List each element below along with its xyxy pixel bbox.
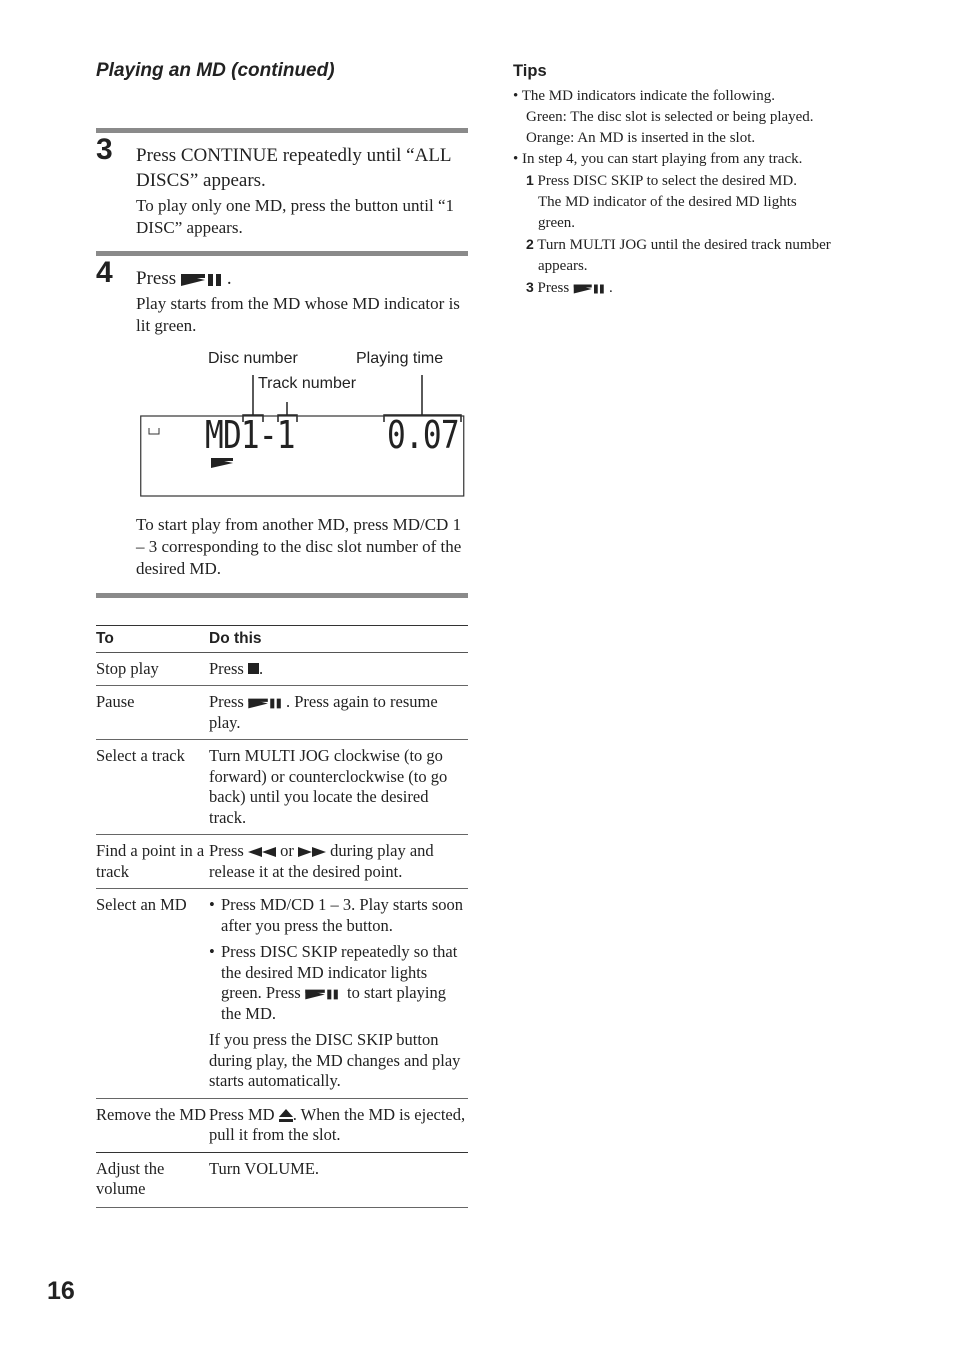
tip-line: Orange: An MD is inserted in the slot.	[526, 130, 756, 146]
row-instruction	[209, 1098, 468, 1152]
row-action: Remove the MD	[96, 1098, 209, 1152]
instruction-text: Press MD/CD 1 – 3. Play starts soon after you press the button.	[221, 895, 464, 935]
table-row	[96, 740, 468, 835]
row-instruction	[209, 652, 468, 686]
step-body: Play starts from the MD whose MD indicator is lit green.	[136, 294, 460, 335]
table-row	[96, 686, 468, 740]
tip-text: .	[608, 280, 613, 296]
instruction-text: .	[258, 658, 264, 678]
list-item: • Press MD/CD 1 – 3. Play starts soon after you press the button.	[209, 895, 468, 936]
playing-time-label: Playing time	[356, 350, 444, 367]
row-action: Select an MD	[96, 889, 209, 1099]
step-body: To play only one MD, press the button until “1 DISC” appears.	[136, 196, 454, 237]
tip-line: • The MD indicators indicate the following.	[513, 88, 776, 104]
instruction-text	[221, 942, 468, 1024]
step-title: Press CONTINUE repeatedly until “ALL DISCS” appears.	[136, 145, 451, 191]
play-pause-icon	[248, 697, 286, 710]
instruction-text-part: Press DISC SKIP repeatedly so that the desired MD indicator lights green. Press	[221, 942, 458, 1002]
section-divider	[96, 593, 468, 598]
row-instruction	[209, 889, 468, 1099]
instruction-text: Press	[209, 658, 244, 678]
tip-line: Green: The disc slot is selected or being played.	[526, 109, 814, 125]
table-row	[96, 889, 468, 1099]
column-header-to: To	[96, 626, 209, 653]
instruction-text: . Press again to resume play.	[209, 692, 438, 732]
table-row	[96, 1098, 468, 1152]
instruction-note: If you press the DISC SKIP button during play, the MD changes and play starts automatically.	[209, 1030, 461, 1090]
play-pause-icon	[305, 988, 343, 1001]
row-instruction	[209, 686, 468, 740]
instruction-text: Press MD	[209, 1104, 275, 1124]
row-action: Find a point in a track	[96, 835, 209, 889]
disc-number-label: Disc number	[208, 350, 298, 367]
row-action: Select a track	[96, 740, 209, 835]
row-action: Pause	[96, 686, 209, 740]
step-title-suffix: .	[226, 268, 232, 289]
table-row	[96, 652, 468, 686]
instruction-text: Press	[209, 692, 244, 711]
instruction-text-part: to start playing the MD.	[221, 983, 446, 1023]
tip-line: green.	[538, 215, 576, 231]
step-title-prefix: Press	[136, 268, 177, 289]
list-item: • Press DISC SKIP repeatedly so that the desired MD indicator lights green. Press to start playing the MD.	[209, 942, 468, 1024]
row-instruction: Turn VOLUME.	[209, 1152, 468, 1207]
tip-step-number: 3	[526, 279, 534, 295]
instruction-text: during play and release it at the desired point.	[209, 841, 434, 881]
step-number: 4	[96, 256, 113, 289]
eject-icon	[279, 1109, 293, 1122]
operations-table	[96, 625, 468, 1208]
tip-step-number: 1	[526, 172, 534, 188]
play-pause-icon	[573, 283, 609, 295]
rewind-icon	[248, 846, 276, 858]
row-instruction	[209, 835, 468, 889]
stop-icon	[248, 663, 259, 674]
tip-line: The MD indicator of the desired MD lights	[538, 194, 797, 210]
step-divider	[96, 251, 468, 256]
instruction-text: . When the MD is ejected, pull it from the slot.	[209, 1104, 466, 1144]
table-header-row	[96, 626, 468, 653]
tip-step-number: 2	[526, 236, 534, 252]
tip-line	[513, 234, 893, 256]
lcd-time-readout: 0.07	[387, 413, 459, 457]
tip-line: • In step 4, you can start playing from any track.	[513, 151, 803, 167]
tip-text: Press DISC SKIP to select the desired MD.	[537, 173, 797, 189]
page-number: 16	[47, 1277, 75, 1305]
after-diagram-text: To start play from another MD, press MD/CD 1 – 3 corresponding to the disc slot number of the desired MD.	[136, 515, 462, 578]
tip-text: Press	[537, 280, 570, 296]
track-number-label: Track number	[258, 375, 357, 392]
section-title: Playing an MD (continued)	[96, 60, 335, 81]
fast-forward-icon	[298, 846, 326, 858]
step-title	[136, 266, 466, 291]
column-header-do-this: Do this	[209, 626, 468, 653]
step-divider	[96, 128, 468, 133]
step-number: 3	[96, 133, 113, 166]
instruction-text: Press	[209, 841, 244, 860]
table-row	[96, 1152, 468, 1207]
row-action: Adjust the volume	[96, 1152, 209, 1207]
tip-text: Turn MULTI JOG until the desired track number	[537, 237, 831, 253]
tip-text: In step 4, you can start playing from any track.	[522, 151, 803, 167]
row-instruction: Turn MULTI JOG clockwise (to go forward) or counterclockwise (to go back) until you locate the desired track.	[209, 740, 468, 835]
play-pause-icon	[181, 272, 227, 288]
tip-text: The MD indicators indicate the following.	[521, 88, 776, 104]
table-row	[96, 835, 468, 889]
instruction-text: or	[280, 841, 294, 860]
tip-line: appears.	[538, 258, 588, 274]
tips-list	[513, 86, 893, 299]
tips-heading: Tips	[513, 62, 547, 80]
lcd-disc-track-readout: MD1-1	[205, 413, 295, 457]
row-action: Stop play	[96, 652, 209, 686]
tip-line	[513, 170, 893, 192]
tip-line	[513, 277, 893, 299]
